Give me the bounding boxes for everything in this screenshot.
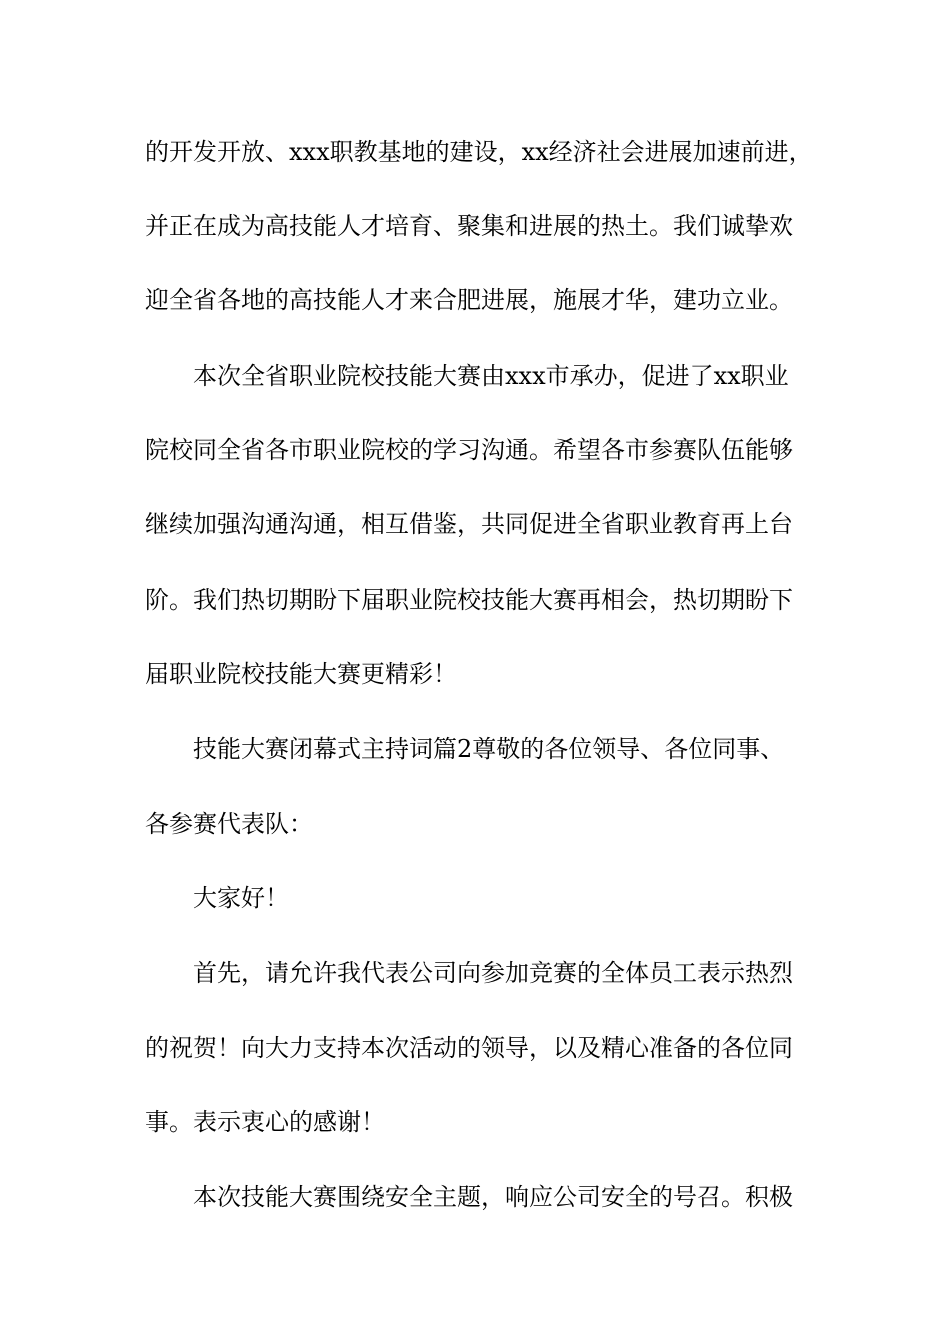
text-line: 各参赛代表队： bbox=[145, 810, 313, 838]
text-line: 技能大赛闭幕式主持词篇2尊敬的各位领导、各位同事、 bbox=[193, 735, 785, 763]
text-line: 大家好！ bbox=[193, 884, 289, 912]
text-line: 的祝贺！向大力支持本次活动的领导，以及精心准备的各位同 bbox=[145, 1034, 793, 1062]
text-line: 院校同全省各市职业院校的学习沟通。希望各市参赛队伍能够 bbox=[145, 436, 793, 464]
text-line: 事。表示衷心的感谢！ bbox=[145, 1108, 385, 1136]
text-line: 届职业院校技能大赛更精彩！ bbox=[145, 660, 457, 688]
text-line: 迎全省各地的高技能人才来合肥进展，施展才华，建功立业。 bbox=[145, 286, 793, 314]
text-line: 首先，请允许我代表公司向参加竞赛的全体员工表示热烈 bbox=[193, 959, 793, 987]
text-line: 本次全省职业院校技能大赛由xxx市承办，促进了xx职业 bbox=[193, 362, 789, 390]
text-line: 本次技能大赛围绕安全主题，响应公司安全的号召。积极 bbox=[193, 1183, 793, 1211]
text-line: 继续加强沟通沟通，相互借鉴，共同促进全省职业教育再上台 bbox=[145, 510, 793, 538]
text-line: 的开发开放、xxx职教基地的建设，xx经济社会进展加速前进， bbox=[145, 138, 813, 166]
text-line: 并正在成为高技能人才培育、聚集和进展的热土。我们诚挚欢 bbox=[145, 212, 793, 240]
text-line: 阶。我们热切期盼下届职业院校技能大赛再相会，热切期盼下 bbox=[145, 586, 793, 614]
